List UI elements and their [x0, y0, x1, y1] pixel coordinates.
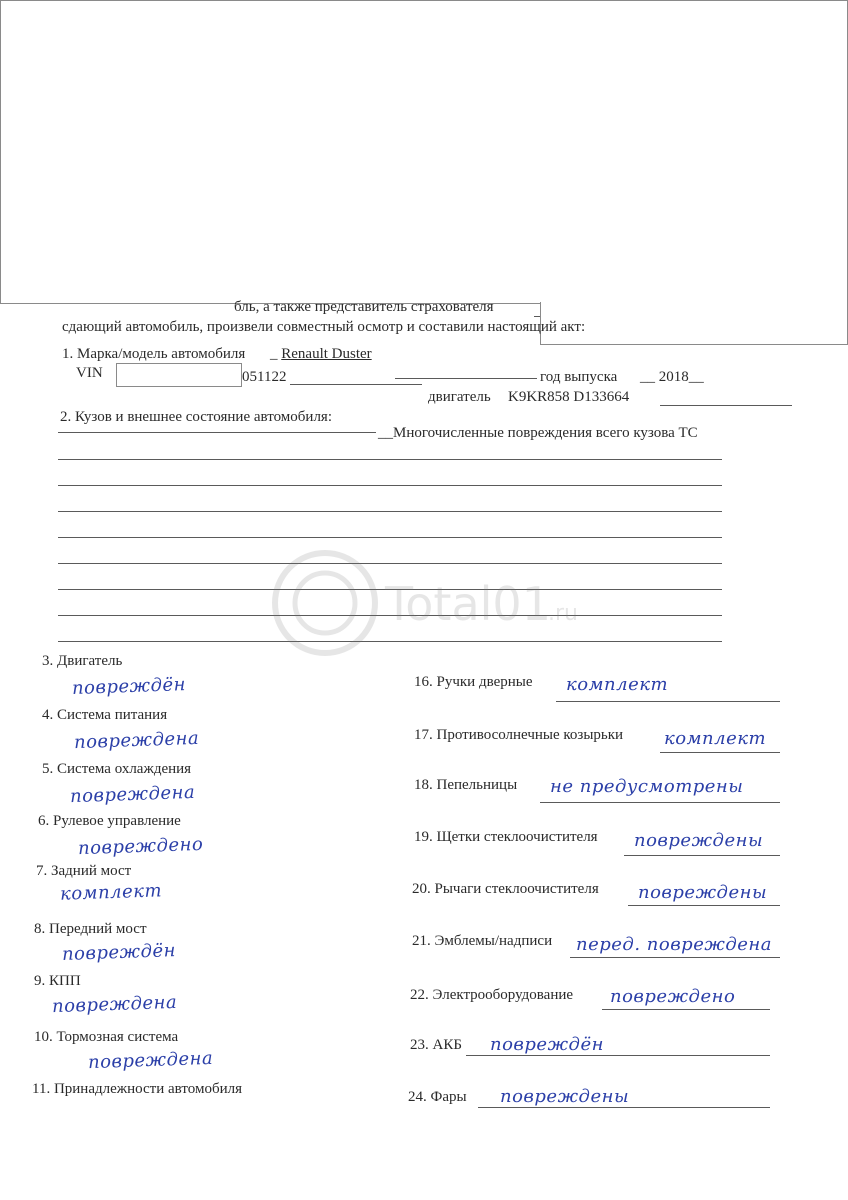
item-5-label: 5. Система охлаждения [42, 761, 192, 777]
watermark-text: Total01 [385, 577, 551, 631]
vin-underline [290, 384, 422, 385]
item-20-label: 20. Рычаги стеклоочистителя [412, 881, 599, 897]
item-24-label: 24. Фары [408, 1089, 467, 1105]
item-22-value: повреждено [610, 986, 736, 1007]
item-6-value: повреждено [77, 833, 204, 860]
item-7-value: комплект [59, 880, 163, 905]
item-23-value: повреждён [490, 1034, 604, 1055]
ruled-line [58, 537, 722, 538]
model-underline [395, 378, 537, 379]
item-18-label: 18. Пепельницы [414, 777, 518, 793]
ruled-line [58, 511, 722, 512]
item-17-underline [660, 752, 780, 753]
header-line-1: бль, а также представитель страхователя [234, 299, 494, 315]
engine-label: двигатель [428, 389, 491, 405]
vehicle-model: Renault Duster [281, 346, 372, 362]
item-4-label: 4. Система питания [42, 707, 168, 723]
item-20-value: повреждены [638, 882, 768, 903]
item-4-value: повреждена [73, 727, 200, 754]
engine-value: K9KR858 D133664 [508, 389, 630, 405]
item-3-label: 3. Двигатель [42, 653, 123, 669]
body-condition: __Многочисленные повреждения всего кузова ТС [378, 425, 698, 441]
item-8-value: повреждён [61, 940, 177, 965]
item-19-value: повреждены [634, 830, 764, 851]
item-2-label: 2. Кузов и внешнее состояние автомобиля: [60, 409, 332, 425]
redacted-vin [116, 363, 242, 387]
item-19-label: 19. Щетки стеклоочистителя [414, 829, 598, 845]
item-21-value: перед. повреждена [576, 934, 772, 955]
item-7-label: 7. Задний мост [36, 863, 132, 879]
item-5-value: повреждена [69, 781, 196, 808]
ruled-line [58, 459, 722, 460]
item-19-underline [624, 855, 780, 856]
item-1-model: _ Renault Duster [270, 346, 372, 362]
item-17-value: комплект [664, 728, 767, 749]
item-16-value: комплект [566, 674, 669, 695]
header-line-2: сдающий автомобиль, произвели совместный осмотр и составили настоящий акт: [62, 319, 586, 335]
item-23-underline [466, 1055, 770, 1056]
item-16-underline [556, 701, 780, 702]
redacted-right-block [540, 302, 848, 345]
item-1-label: 1. Марка/модель автомобиля [62, 346, 246, 362]
ruled-line [58, 432, 376, 433]
item-10-label: 10. Тормозная система [34, 1029, 179, 1045]
item-17-label: 17. Противосолнечные козырьки [414, 727, 624, 743]
item-18-underline [540, 802, 780, 803]
watermark-logo [270, 548, 610, 658]
redacted-header-block [0, 0, 848, 304]
header-line-1-underline [534, 316, 540, 317]
item-20-underline [628, 905, 780, 906]
item-11-label: 11. Принадлежности автомобиля [32, 1081, 242, 1097]
item-24-underline [478, 1107, 770, 1108]
item-10-value: повреждена [87, 1047, 214, 1074]
item-9-value: повреждена [51, 991, 178, 1018]
vin-label: VIN [76, 365, 103, 381]
item-16-label: 16. Ручки дверные [414, 674, 533, 690]
body-condition-text: Многочисленные повреждения всего кузова ТС [393, 425, 698, 441]
item-9-label: 9. КПП [34, 973, 81, 989]
year: 2018 [658, 369, 689, 385]
item-8-label: 8. Передний мост [34, 921, 147, 937]
watermark-domain: .ru [548, 601, 578, 626]
item-3-value: повреждён [71, 674, 187, 699]
item-21-underline [570, 957, 780, 958]
engine-underline [660, 405, 792, 406]
item-24-value: повреждены [500, 1086, 630, 1107]
ruled-line [58, 485, 722, 486]
item-6-label: 6. Рулевое управление [38, 813, 181, 829]
item-18-value: не предусмотрены [550, 776, 744, 797]
year-label: год выпуска [540, 369, 618, 385]
year-value: __ 2018__ [640, 369, 704, 385]
item-23-label: 23. АКБ [410, 1037, 462, 1053]
item-22-label: 22. Электрооборудование [410, 987, 574, 1003]
item-22-underline [602, 1009, 770, 1010]
vin-suffix: 051122 [242, 369, 287, 385]
item-21-label: 21. Эмблемы/надписи [412, 933, 553, 949]
